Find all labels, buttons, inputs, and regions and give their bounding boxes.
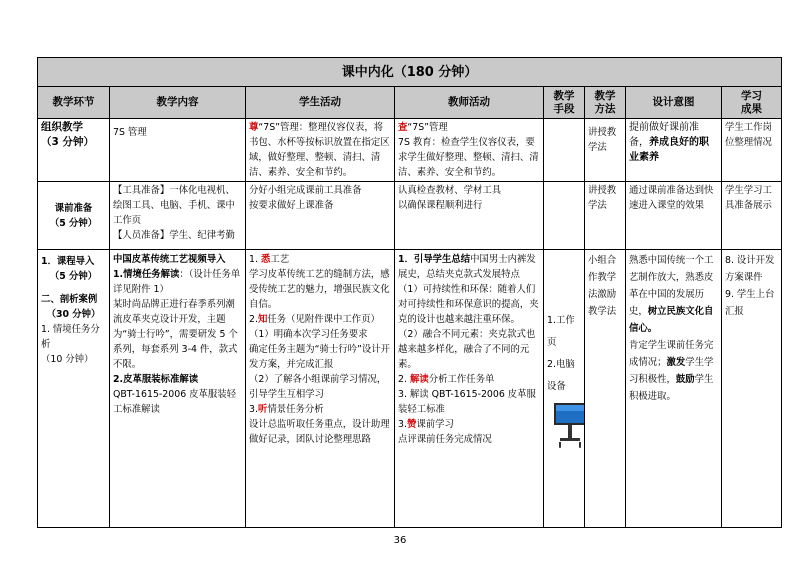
row-organize [38,119,782,182]
content-cell: 中国皮革传统工艺视频导入 1.情境任务解读：（设计任务单详见附件 1） 某时尚品牌正进行春季系列潮流皮革夹克设计开发，主题为“骑士行吟”，需要研发 5 个系列，每套系列 3-4 件，款式不限。 2.皮革服装标准解读 QBT-1615-2006 皮革服装轻工标准解读 [110,250,246,528]
stage-cell: 课前准备 （5 分钟） [38,182,110,250]
outcome-cell: 8. 设计开发方案课件 9. 学生上台汇报 [722,250,782,528]
means-cell [544,182,585,250]
stage-cell: 1．课程导入 （5 分钟） 二、剖析案例 （30 分钟） 1. 情境任务分析 （10 分钟） [38,250,110,528]
content-cell: 【工具准备】一体化电视机、绘图工具、电脑、手机、课中工作页 【人员准备】学生、纪律考勤 [110,182,246,250]
intent-cell: 熟悉中国传统一个工艺制作放大，熟悉皮革在中国的发展历史，树立民族文化自信心。 肯定学生课前任务完成情况；激发学生学习积极性，鼓励学生积极进取。 [626,250,722,528]
methods-cell: 讲授教学法 [585,119,626,182]
header-student: 学生活动 [246,87,395,119]
section-title-row [38,58,782,87]
teacher-cell: 1．引导学生总结中国男士内裤发展史，总结夹克款式发展特点 （1）可持续性和环保：随着人们对可持续性和环保意识的提高，夹克的设计也越来越注重环保。 （2）融合不同元素：夹克款式也越来越多样化，融合了不同的元素。 2. 解读分析工作任务单 3. 解读 QBT-1615-2006 皮革服装轻工标准 3.赞课前学习 点评课前任务完成情况 [395,250,544,528]
lesson-plan-table [37,57,782,528]
student-cell: 分好小组完成课前工具准备 按要求做好上课准备 [246,182,395,250]
content-cell: 7S 管理 [110,119,246,182]
teacher-cell: 认真检查教材、学材工具 以确保课程顺利进行 [395,182,544,250]
row-intro [38,250,782,528]
header-outcome: 学习 成果 [722,87,782,119]
student-cell: 尊“7S”管理：整理仪容仪表，将书包、水杯等按标识放置在指定区域，做好整理、整顿、清扫、清洁、素养、安全和节约。 [246,119,395,182]
header-row [38,87,782,119]
header-means: 教学 手段 [544,87,585,119]
student-cell: 1. 悉工艺 学习皮革传统工艺的缝制方法，感受传统工艺的魅力，增强民族文化自信。 2.知任务（见附件课中工作页） （1）明确本次学习任务要求 确定任务主题为“骑士行吟”设计开发方案，并完成汇报 （2）了解各小组课前学习情况，引导学生互相学习 3.听情景任务分析 设计总监听取任务重点，设计助理做好记录，团队讨论整理思路 [246,250,395,528]
header-methods: 教学 方法 [585,87,626,119]
intent-cell: 通过课前准备达到快速进入课堂的效果 [626,182,722,250]
stage-cell: 组织教学 （3 分钟） [38,119,110,182]
teacher-cell: 查“7S”管理 7S 教育：检查学生仪容仪表，要求学生做好整理、整顿、清扫、清洁、素养、安全和节约。 [395,119,544,182]
row-prepare [38,182,782,250]
header-stage: 教学环节 [38,87,110,119]
header-teacher: 教师活动 [395,87,544,119]
section-title: 课中内化（180 分钟） [38,58,782,87]
methods-cell: 小组合作教学法激励教学法 [585,250,626,528]
outcome-cell: 学生学习工具准备展示 [722,182,782,250]
page-number: 36 [393,535,407,546]
means-cell: 1.工作页 2.电脑设备 [544,250,585,528]
header-content: 教学内容 [110,87,246,119]
outcome-cell: 学生工作岗位整理情况 [722,119,782,182]
intent-cell: 提前做好课前准备，养成良好的职业素养 [626,119,722,182]
methods-cell: 讲授教学法 [585,182,626,250]
means-cell [544,119,585,182]
header-intent: 设计意图 [626,87,722,119]
tv-monitor-icon [553,402,585,448]
